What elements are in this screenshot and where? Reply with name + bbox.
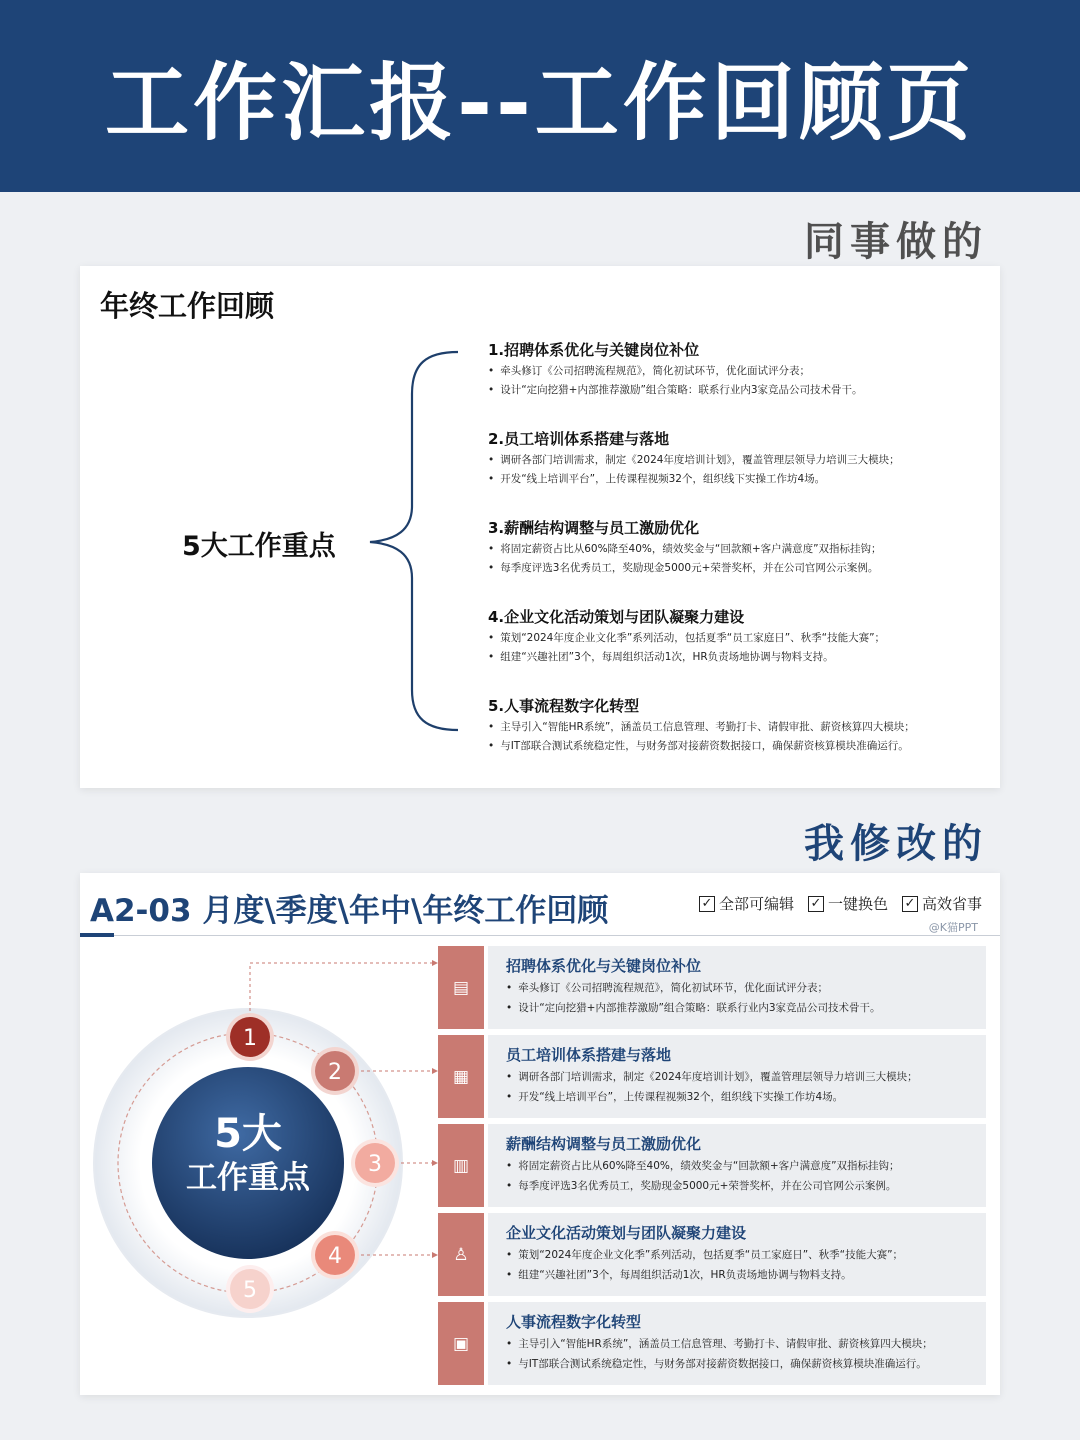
focus-item-row bbox=[438, 946, 986, 1029]
focus-item-row bbox=[438, 1035, 986, 1118]
before-center-label: 5大工作重点 bbox=[182, 531, 336, 562]
before-item-bullet: • 将固定薪资占比从60%降至40%，绩效奖金与“回款额+客户满意度”双指标挂钩； bbox=[488, 540, 978, 559]
people-icon: ♙ bbox=[438, 1213, 484, 1296]
before-item-bullet: • 牵头修订《公司招聘流程规范》，简化初试环节，优化面试评分表； bbox=[488, 362, 978, 381]
center-label-number: 5大 bbox=[214, 1111, 282, 1157]
banner-title: 工作汇报--工作回顾页 bbox=[105, 53, 975, 152]
step-number: 4 bbox=[328, 1244, 342, 1269]
before-item-bullet: • 每季度评选3名优秀员工，奖励现金5000元+荣誉奖杯，并在公司官网公示案例。 bbox=[488, 559, 978, 578]
focus-item-heading: 招聘体系优化与关键岗位补位 bbox=[506, 957, 702, 975]
focus-item-bullet: • 设计“定向挖猎+内部推荐激励”组合策略：联系行业内3家竞品公司技术骨干。 bbox=[506, 998, 986, 1018]
focus-item-bullet: • 开发“线上培训平台”，上传课程视频32个，组织线下实操工作坊4场。 bbox=[506, 1087, 986, 1107]
calendar-icon: ▦ bbox=[438, 1035, 484, 1118]
check-item-recolor: ✓ 一键换色 bbox=[808, 893, 888, 914]
checkbox-icon: ✓ bbox=[808, 896, 824, 912]
focus-item-heading: 企业文化活动策划与团队凝聚力建设 bbox=[506, 1224, 747, 1242]
focus-item-bullet: • 每季度评选3名优秀员工，奖励现金5000元+荣誉奖杯，并在公司官网公示案例。 bbox=[506, 1176, 986, 1196]
focus-item-row bbox=[438, 1302, 986, 1385]
title-divider bbox=[80, 935, 1000, 936]
before-item-heading: 2.员工培训体系搭建与落地 bbox=[488, 430, 670, 448]
caption-before: 同事做的 bbox=[804, 219, 988, 265]
before-item-heading: 3.薪酬结构调整与员工激励优化 bbox=[488, 519, 700, 537]
before-item bbox=[488, 518, 978, 578]
curly-brace bbox=[366, 346, 466, 736]
after-slide bbox=[80, 873, 1000, 1395]
focus-item-heading: 人事流程数字化转型 bbox=[506, 1313, 642, 1331]
checkbox-icon: ✓ bbox=[699, 896, 715, 912]
focus-item-heading: 薪酬结构调整与员工激励优化 bbox=[506, 1135, 702, 1153]
before-item bbox=[488, 696, 978, 756]
feature-checklist bbox=[699, 893, 982, 914]
focus-item-row bbox=[438, 1124, 986, 1207]
caption-after: 我修改的 bbox=[804, 821, 988, 867]
before-item-bullet: • 设计“定向挖猎+内部推荐激励”组合策略：联系行业内3家竞品公司技术骨干。 bbox=[488, 381, 978, 400]
step-node bbox=[351, 1139, 399, 1187]
before-slide-title: 年终工作回顾 bbox=[100, 289, 275, 323]
focus-item-card bbox=[488, 1124, 986, 1207]
before-slide bbox=[80, 266, 1000, 788]
focus-item-heading: 员工培训体系搭建与落地 bbox=[506, 1046, 672, 1064]
connector-line bbox=[250, 963, 436, 1017]
focus-item-row bbox=[438, 1213, 986, 1296]
step-node bbox=[226, 1265, 274, 1313]
focus-item-bullet: • 将固定薪资占比从60%降至40%，绩效奖金与“回款额+客户满意度”双指标挂钩； bbox=[506, 1156, 986, 1176]
step-number: 5 bbox=[243, 1278, 257, 1303]
focus-item-bullet: • 调研各部门培训需求，制定《2024年度培训计划》，覆盖管理层领导力培训三大模块； bbox=[506, 1067, 986, 1087]
focus-item-bullet: • 策划“2024年度企业文化季”系列活动，包括夏季“员工家庭日”、秋季“技能大赛”； bbox=[506, 1245, 986, 1265]
before-item-heading: 4.企业文化活动策划与团队凝聚力建设 bbox=[488, 608, 745, 626]
center-label-text: 工作重点 bbox=[186, 1160, 310, 1196]
author-credit: @K猫PPT bbox=[928, 921, 978, 934]
before-item-bullet: • 主导引入“智能HR系统”，涵盖员工信息管理、考勤打卡、请假审批、薪资核算四大模块； bbox=[488, 718, 978, 737]
before-item bbox=[488, 607, 978, 667]
check-item-efficient: ✓ 高效省事 bbox=[902, 893, 982, 914]
before-item-bullet: • 调研各部门培训需求，制定《2024年度培训计划》，覆盖管理层领导力培训三大模块； bbox=[488, 451, 978, 470]
focus-item-card bbox=[488, 1302, 986, 1385]
title-banner bbox=[0, 0, 1080, 192]
before-item bbox=[488, 429, 978, 489]
before-item-heading: 1.招聘体系优化与关键岗位补位 bbox=[488, 341, 700, 359]
before-item-bullet: • 策划“2024年度企业文化季”系列活动，包括夏季“员工家庭日”、秋季“技能大赛”； bbox=[488, 629, 978, 648]
before-item-bullet: • 与IT部联合测试系统稳定性，与财务部对接薪资数据接口，确保薪资核算模块准确运行。 bbox=[488, 737, 978, 756]
step-node bbox=[311, 1047, 359, 1095]
before-item-bullet: • 组建“兴趣社团”3个，每周组织活动1次，HR负责场地协调与物料支持。 bbox=[488, 648, 978, 667]
focus-item-bullet: • 主导引入“智能HR系统”，涵盖员工信息管理、考勤打卡、请假审批、薪资核算四大模块； bbox=[506, 1334, 986, 1354]
check-item-editable: ✓ 全部可编辑 bbox=[699, 893, 794, 914]
before-item-bullet: • 开发“线上培训平台”，上传课程视频32个，组织线下实操工作坊4场。 bbox=[488, 470, 978, 489]
center-label bbox=[160, 1111, 336, 1199]
focus-item-card bbox=[488, 1213, 986, 1296]
focus-item-card bbox=[488, 946, 986, 1029]
focus-item-bullet: • 组建“兴趣社团”3个，每周组织活动1次，HR负责场地协调与物料支持。 bbox=[506, 1265, 986, 1285]
step-number: 1 bbox=[243, 1026, 257, 1051]
presentation-icon: ▣ bbox=[438, 1302, 484, 1385]
focus-item-bullet: • 牵头修订《公司招聘流程规范》，简化初试环节，优化面试评分表； bbox=[506, 978, 986, 998]
id-card-icon: ▤ bbox=[438, 946, 484, 1029]
step-node bbox=[226, 1013, 274, 1061]
focus-item-card bbox=[488, 1035, 986, 1118]
before-item bbox=[488, 340, 978, 400]
step-number: 2 bbox=[328, 1060, 342, 1085]
checkbox-icon: ✓ bbox=[902, 896, 918, 912]
focus-item-bullet: • 与IT部联合测试系统稳定性，与财务部对接薪资数据接口，确保薪资核算模块准确运行。 bbox=[506, 1354, 986, 1374]
after-slide-title: A2-03 月度\季度\年中\年终工作回顾 bbox=[90, 893, 609, 929]
document-icon: ▥ bbox=[438, 1124, 484, 1207]
before-item-heading: 5.人事流程数字化转型 bbox=[488, 697, 640, 715]
step-number: 3 bbox=[368, 1152, 382, 1177]
step-node bbox=[311, 1231, 359, 1279]
